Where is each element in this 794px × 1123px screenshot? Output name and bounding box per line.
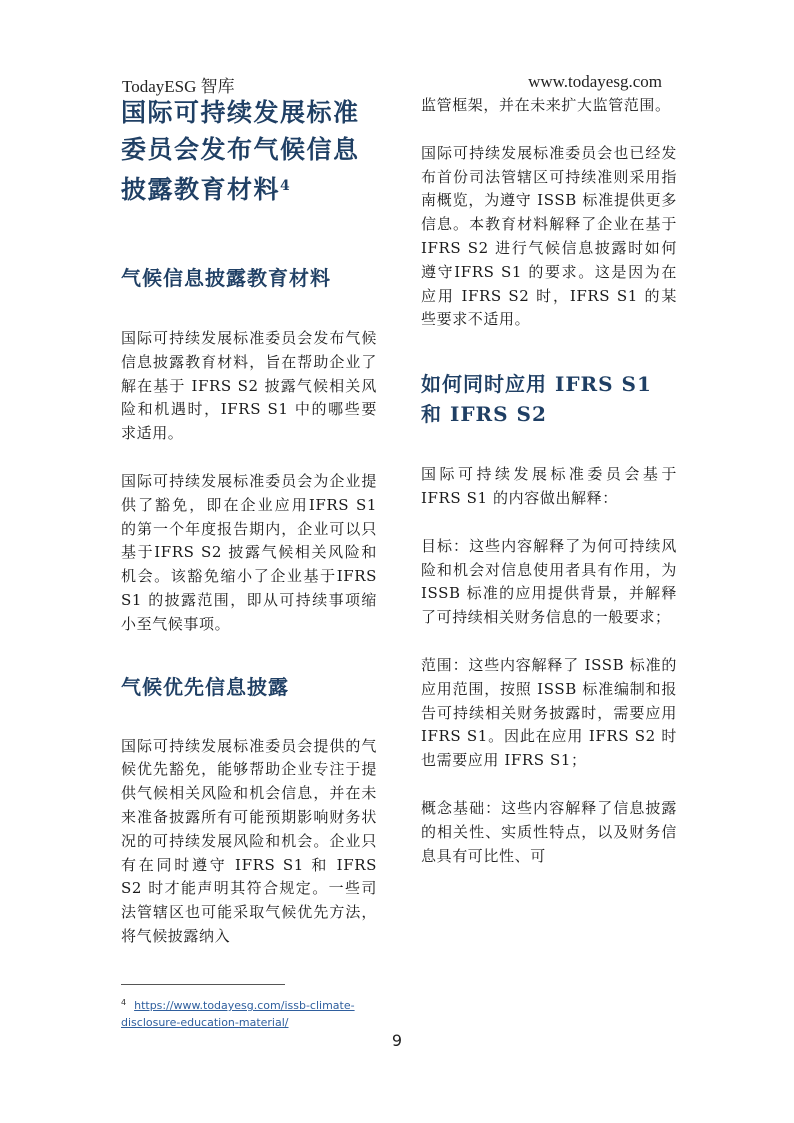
- page-number: 9: [391, 1031, 403, 1050]
- article-title: [121, 94, 377, 208]
- paragraph: 国际可持续发展标准委员会也已经发布首份司法管辖区可持续准则采用指南概览，为遵守 ISSB 标准提供更多信息。本教育材料解释了企业在基于 IFRS S2 进行气候信息披露时如何遵守IFRS S1 的要求。这是因为在应用 IFRS S2 时，IFRS S1 的某些要求不适用。: [421, 143, 677, 329]
- section-heading-climate-education: 气候信息披露教育材料: [121, 266, 331, 290]
- title-footnote-ref[interactable]: 4: [280, 178, 290, 194]
- section-heading-climate-first: 气候优先信息披露: [121, 674, 289, 699]
- paragraph: 国际可持续发展标准委员会为企业提供了豁免，即在企业应用IFRS S1 的第一个年度报告期内，企业可以只基于IFRS S2 披露气候相关风险和机会。该豁免缩小了企业基于IFRS S1 的披露范围，即从可持续事项缩小至气候事项。: [121, 471, 377, 633]
- paragraph: 国际可持续发展标准委员会发布气候信息披露教育材料，旨在帮助企业了解在基于 IFRS S2 披露气候相关风险和机遇时，IFRS S1 中的哪些要求适用。: [121, 329, 377, 443]
- footnote-link[interactable]: https://www.todayesg.com/issb-climate-disclosure-education-material/: [121, 999, 355, 1029]
- paragraph: 监管框架，并在未来扩大监管范围。: [421, 96, 671, 114]
- paragraph-objective: 目标：这些内容解释了为何可持续风险和机会对信息使用者具有作用，为 ISSB 标准的应用提供背景，并解释了可持续相关财务信息的一般要求；: [421, 536, 677, 627]
- right-column: [421, 94, 677, 868]
- paragraph-scope: 范围：这些内容解释了 ISSB 标准的应用范围，按照 ISSB 标准编制和报告可持续相关财务披露时，需要应用 IFRS S1。因此在应用 IFRS S2 时也需要应用 IFRS S1；: [421, 655, 677, 770]
- paragraph-conceptual-basis: 概念基础：这些内容解释了信息披露的相关性、实质性特点，以及财务信息具有可比性、可: [421, 798, 677, 865]
- paragraph: 国际可持续发展标准委员会提供的气候优先豁免，能够帮助企业专注于提供气候相关风险和机会信息，并在未来准备披露所有可能预期影响财务状况的可持续发展风险和机会。企业只有在同时遵守 IFRS S1 和 IFRS S2 时才能声明其符合规定。一些司法管辖区也可能采取气候优先方法，将气候披露纳入: [121, 736, 377, 945]
- header-left: TodayESG 智库: [122, 77, 235, 96]
- section-heading-apply-both: 如何同时应用 IFRS S1 和 IFRS S2: [421, 372, 652, 427]
- header-right: www.todayesg.com: [528, 72, 662, 91]
- footnote-number: 4: [121, 998, 127, 1007]
- left-column: [121, 94, 377, 949]
- paragraph: 国际可持续发展标准委员会基于 IFRS S1 的内容做出解释：: [421, 465, 677, 507]
- article-title-text: 国际可持续发展标准委员会发布气候信息披露教育材料: [121, 98, 360, 204]
- footnote-divider: [121, 984, 285, 985]
- footnote: [121, 994, 383, 1031]
